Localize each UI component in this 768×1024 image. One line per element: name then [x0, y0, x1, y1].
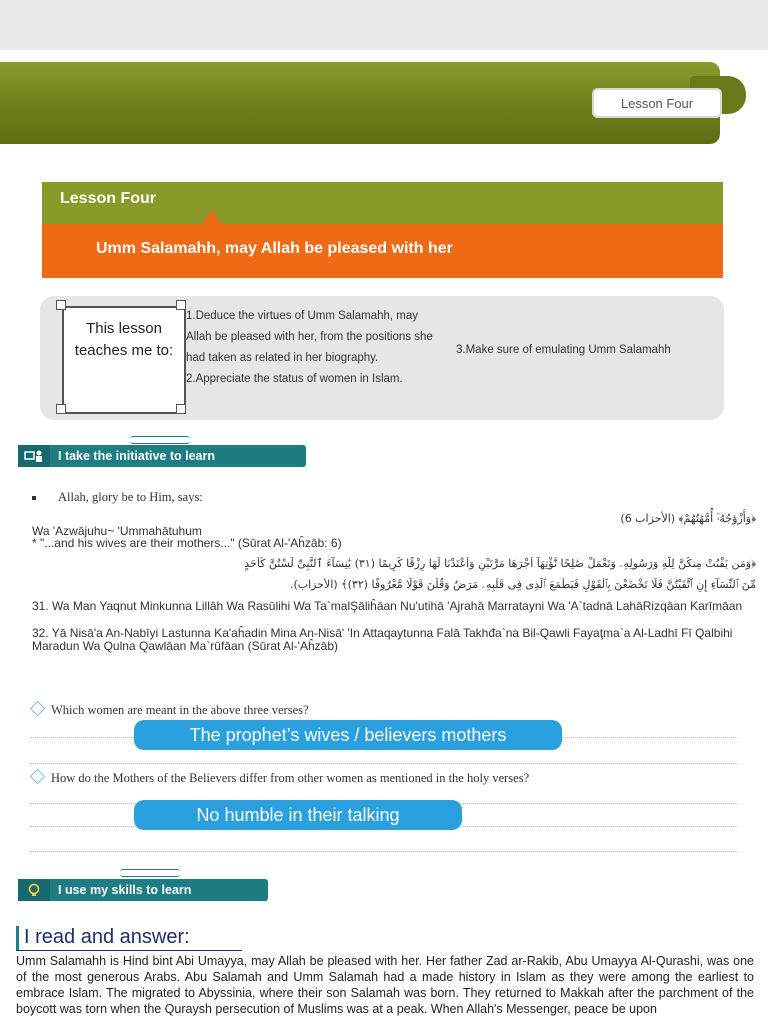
objectives-list — [186, 306, 444, 390]
lesson-tab: Lesson Four — [592, 88, 722, 118]
reading-title-bar — [16, 926, 19, 950]
question-1-text: Which women are meant in the above three verses? — [51, 703, 309, 717]
objective-item: 1.Deduce the virtues of Umm Salamahh, may Allah be pleased with her, from the positions she had taken as related in her biography. — [186, 310, 433, 364]
question-1 — [32, 703, 309, 718]
reading-paragraph: Umm Salamahh is Hind bint Abi Umayya, may Allah be pleased with her. Her father Zad ar-Rakib, Abu Umayya Al-Qurashi, was one of the most generous Arabs. Abu Salamah and Umm Salamah had a made history in Islam as they were among the earliest to embrace Islam. The migrated to Abyssinia, where their son Salamah was born. They returned to Makkah after the parchment of the boycott was torn when the Quraysh persecution of Muslims was at a peak. When Allah's Messenger, peace be upon — [16, 954, 754, 1016]
verse1-arabic: ﴿وَأَزْوَٰجُهُۥٓ أُمَّهَٰتُهُمْ﴾ (الأحزاب 6) — [620, 512, 756, 525]
diamond-bullet-icon — [30, 769, 46, 785]
verses-arabic-line1: ﴿وَمَن يَقْنُتْ مِنكُنَّ لِلَّهِ وَرَسُولِهِۦ وَتَعْمَلْ صَٰلِحًا نُّؤْتِهَآ أَجْرَهَا مَرَّتَيْنِ وَأَعْتَدْنَا لَهَا رِزْقًا كَرِيمًا (٣١) يَٰنِسَآءَ ٱلنَّبِىِّ لَسْتُنَّ كَأَحَدٍ — [244, 557, 756, 570]
verse32-transliteration: 32. Yā Nisā'a An-Nabīyi Lastunna Ka'aĥadin Mina An-Nisā' 'In Attaqaytunna Falā Takhđa`na Bil-Qawli Fayaţma`a Al-Ladhī Fī Qalbihi Maradun Wa Qulna Qawlāan Ma`rūfāan (Sūrat Al-'Aĥzāb) — [32, 626, 733, 653]
reading-title: I read and answer: — [24, 926, 190, 948]
frame-corner-ornament — [56, 300, 66, 310]
reading-person-icon — [18, 445, 50, 467]
verse1-transliteration: Wa 'Azwājuhu~ 'Ummahātuhum — [32, 524, 202, 538]
section-initiative-tag — [18, 445, 306, 467]
verse31-transliteration: 31. Wa Man Yaqnut Minkunna Lillāh Wa Rasūlihi Wa Ta`malŞāliĥāan Nu'utihā 'Ajrahā Marratayni Wa 'A`tadnā LahāRizqāan Karīmāan — [32, 599, 743, 613]
question-2-text: How do the Mothers of the Believers differ from other women as mentioned in the holy verses? — [51, 771, 530, 785]
bullet-text: Allah, glory be to Him, says: — [58, 490, 203, 504]
frame-corner-ornament — [176, 404, 186, 414]
objectives-label: This lesson teaches me to: — [74, 320, 174, 359]
objective-item: 2.Appreciate the status of women in Islam. — [186, 373, 403, 385]
bullet-line — [32, 490, 203, 505]
bullet-dot — [32, 496, 36, 500]
section-skills-tag — [18, 879, 268, 901]
lesson-subtitle: Umm Salamahh, may Allah be pleased with her — [96, 240, 453, 257]
question-2 — [32, 771, 529, 786]
objective-item: 3.Make sure of emulating Umm Salamahh — [456, 344, 671, 356]
answer-2-input[interactable]: No humble in their talking — [134, 800, 462, 830]
reading-title-underline — [16, 950, 242, 951]
lightbulb-icon — [18, 879, 50, 901]
verses-arabic-line2: مِّنَ ٱلنِّسَآءِ إِنِ ٱتَّقَيْتُنَّ فَلَا تَخْضَعْنَ بِٱلْقَوْلِ فَيَطْمَعَ ٱلَّذِى فِى قَلْبِهِۦ مَرَضٌ وَقُلْنَ قَوْلًا مَّعْرُوفًا (٣٢)﴾ (الأحزاب). — [289, 578, 756, 591]
section-ornament — [130, 436, 190, 444]
verse1-translation: * "...and his wives are their mothers..." (Sūrat Al-'Aĥzāb: 6) — [32, 536, 342, 550]
frame-corner-ornament — [56, 404, 66, 414]
speech-notch — [202, 210, 222, 224]
answer-line — [30, 851, 738, 852]
section-skills-label: I use my skills to learn — [58, 883, 192, 897]
section-initiative-label: I take the initiative to learn — [58, 449, 215, 463]
page-top-margin — [0, 0, 768, 50]
answer-1-input[interactable]: The prophet’s wives / believers mothers — [134, 720, 562, 750]
section-ornament — [120, 869, 180, 877]
diamond-bullet-icon — [30, 701, 46, 717]
frame-corner-ornament — [176, 300, 186, 310]
answer-line — [30, 763, 738, 764]
lesson-title: Lesson Four — [60, 190, 157, 207]
